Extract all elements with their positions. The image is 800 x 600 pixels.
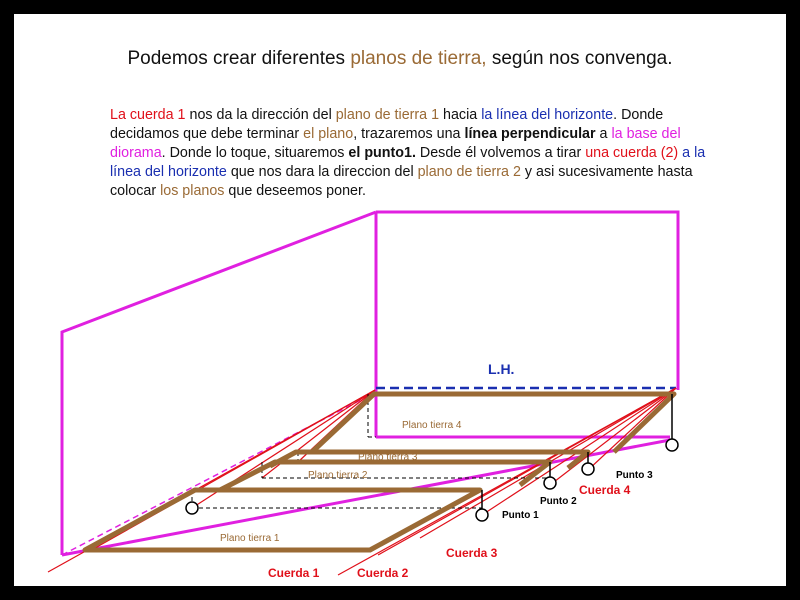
text-linea-perpendicular: línea perpendicular (464, 126, 596, 142)
label-plano-4: Plano tierra 4 (402, 420, 462, 431)
point-circle (186, 502, 198, 514)
text-base-diorama: la base del diorama (110, 126, 681, 161)
cuerdas (48, 388, 676, 575)
text: nos da la dirección del (185, 107, 336, 123)
label-punto-2: Punto 2 (540, 496, 577, 507)
text: . Donde decidamos que debe terminar (110, 107, 664, 142)
label-plano-3: Plano tierra 3 (358, 452, 418, 463)
label-plano-2: Plano tierra 2 (308, 470, 368, 481)
text-cuerda-1: La cuerda 1 (110, 107, 186, 123)
point-circle (666, 439, 678, 451)
label-cuerda-4: Cuerda 4 (579, 483, 631, 497)
text: , trazaremos una (353, 126, 465, 142)
label-punto-1: Punto 1 (502, 510, 539, 521)
text-horizonte: la línea del horizonte (481, 107, 614, 123)
text: hacia (439, 107, 482, 123)
title-highlight: planos de tierra, (350, 48, 487, 69)
text-el-plano: el plano (303, 126, 354, 142)
text-plano-2: plano de tierra 2 (417, 164, 521, 180)
title-text: Podemos crear diferentes (127, 48, 351, 69)
text-horizonte-2: a la línea del horizonte (110, 145, 706, 180)
title-text-end: según nos convenga. (486, 48, 673, 69)
text-cuerda-2: una cuerda (2) (585, 145, 679, 161)
plano-tierra-4 (312, 394, 674, 452)
text-plano-1: plano de tierra 1 (335, 107, 440, 123)
diorama-back-wall (376, 212, 678, 390)
label-cuerda-2: Cuerda 2 (357, 566, 409, 580)
punto-2-circle (544, 477, 556, 489)
diorama-box (62, 212, 678, 555)
label-cuerda-3: Cuerda 3 (446, 546, 498, 560)
text-punto-1: el punto1. (348, 145, 416, 161)
text: y asi sucesivamente hasta colocar (110, 164, 693, 199)
label-lh: L.H. (488, 361, 515, 377)
punto-3-circle (582, 463, 594, 475)
plano-labels (220, 420, 462, 544)
label-punto-3: Punto 3 (616, 470, 653, 481)
label-cuerda-1: Cuerda 1 (268, 566, 320, 580)
label-plano-1: Plano tierra 1 (220, 533, 280, 544)
text: . Donde lo toque, situaremos (161, 145, 349, 161)
punto-1-circle (476, 509, 488, 521)
text: a (595, 126, 612, 142)
text-los-planos: los planos (160, 183, 225, 199)
text: que deseemos poner. (224, 183, 366, 199)
text: Desde él volvemos a tirar (415, 145, 586, 161)
plano-tierra-1 (85, 490, 480, 550)
cuerda-line (262, 390, 375, 478)
text: que nos dara la direccion del (226, 164, 418, 180)
